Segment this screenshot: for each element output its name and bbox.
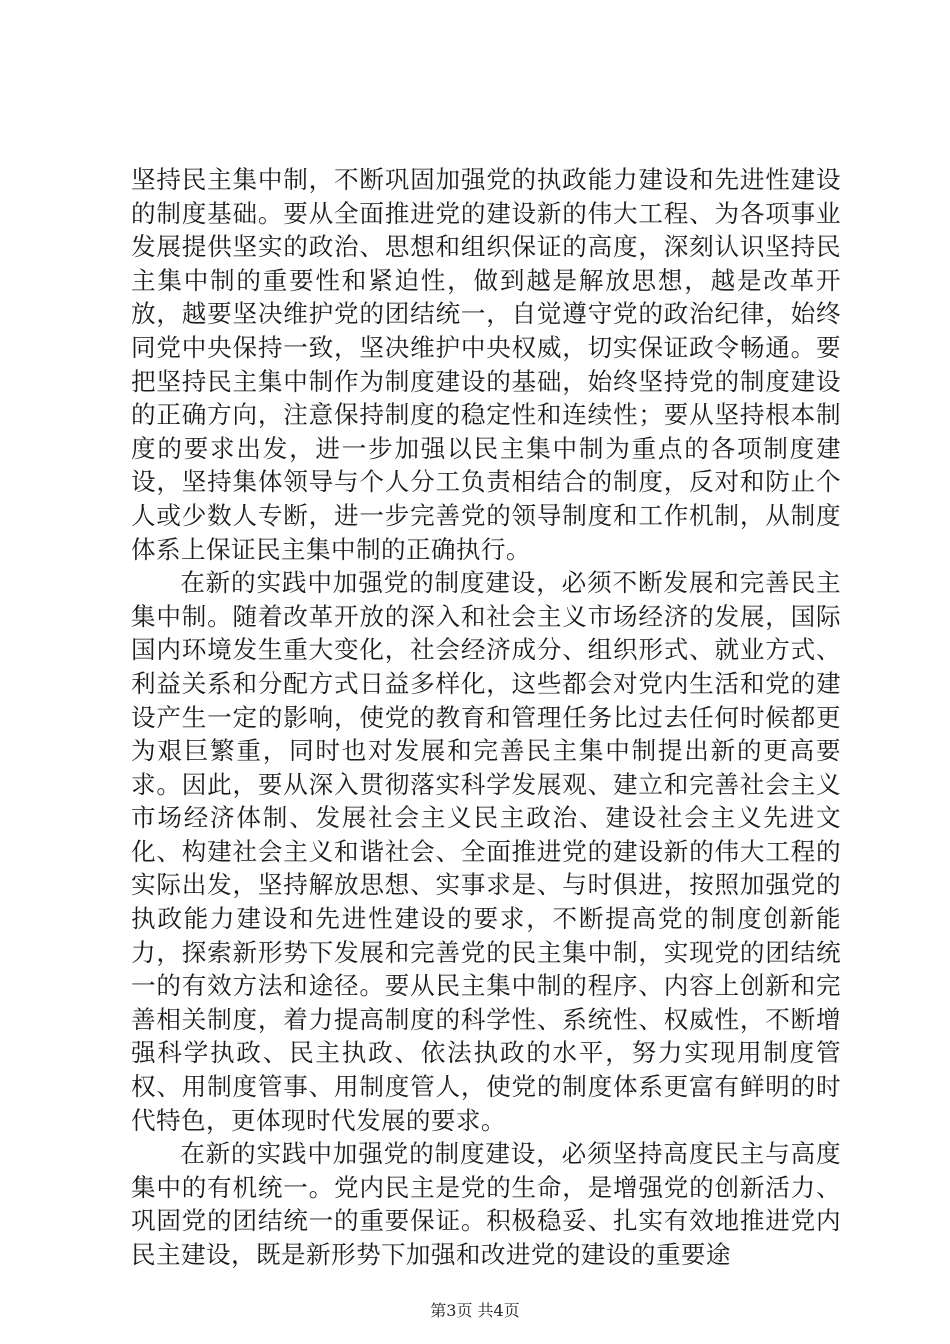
page-footer: 第3页 共4页 (430, 1301, 520, 1320)
paragraph-3: 在新的实践中加强党的制度建设，必须坚持高度民主与高度集中的有机统一。党内民主是党的生命，是增强党的创新活力、巩固党的团结统一的重要保证。积极稳妥、扎实有效地推进党内民主建设，既是新形势下加强和改进党的建设的重要途 (131, 1139, 841, 1269)
paragraph-2: 在新的实践中加强党的制度建设，必须不断发展和完善民主集中制。随着改革开放的深入和社会主义市场经济的发展，国际国内环境发生重大变化，社会经济成分、组织形式、就业方式、利益关系和分配方式日益多样化，这些都会对党内生活和党的建设产生一定的影响，使党的教育和管理任务比过去任何时候都更为艰巨繁重，同时也对发展和完善民主集中制提出新的更高要求。因此，要从深入贯彻落实科学发展观、建立和完善社会主义市场经济体制、发展社会主义民主政治、建设社会主义先进文化、构建社会主义和谐社会、全面推进党的建设新的伟大工程的实际出发，坚持解放思想、实事求是、与时俱进，按照加强党的执政能力建设和先进性建设的要求，不断提高党的制度创新能力，探索新形势下发展和完善党的民主集中制，实现党的团结统一的有效方法和途径。要从民主集中制的程序、内容上创新和完善相关制度，着力提高制度的科学性、系统性、权威性，不断增强科学执政、民主执政、依法执政的水平，努力实现用制度管权、用制度管事、用制度管人，使党的制度体系更富有鲜明的时代特色，更体现时代发展的要求。 (131, 568, 841, 1135)
paragraph-1: 坚持民主集中制，不断巩固加强党的执政能力建设和先进性建设的制度基础。要从全面推进党的建设新的伟大工程、为各项事业发展提供坚实的政治、思想和组织保证的高度，深刻认识坚持民主集中制的重要性和紧迫性，做到越是解放思想，越是改革开放，越要坚决维护党的团结统一，自觉遵守党的政治纪律，始终同党中央保持一致，坚决维护中央权威，切实保证政令畅通。要把坚持民主集中制作为制度建设的基础，始终坚持党的制度建设的正确方向，注意保持制度的稳定性和连续性；要从坚持根本制度的要求出发，进一步加强以民主集中制为重点的各项制度建设，坚持集体领导与个人分工负责相结合的制度，反对和防止个人或少数人专断，进一步完善党的领导制度和工作机制，从制度体系上保证民主集中制的正确执行。 (131, 165, 841, 564)
body-text (131, 163, 841, 1272)
